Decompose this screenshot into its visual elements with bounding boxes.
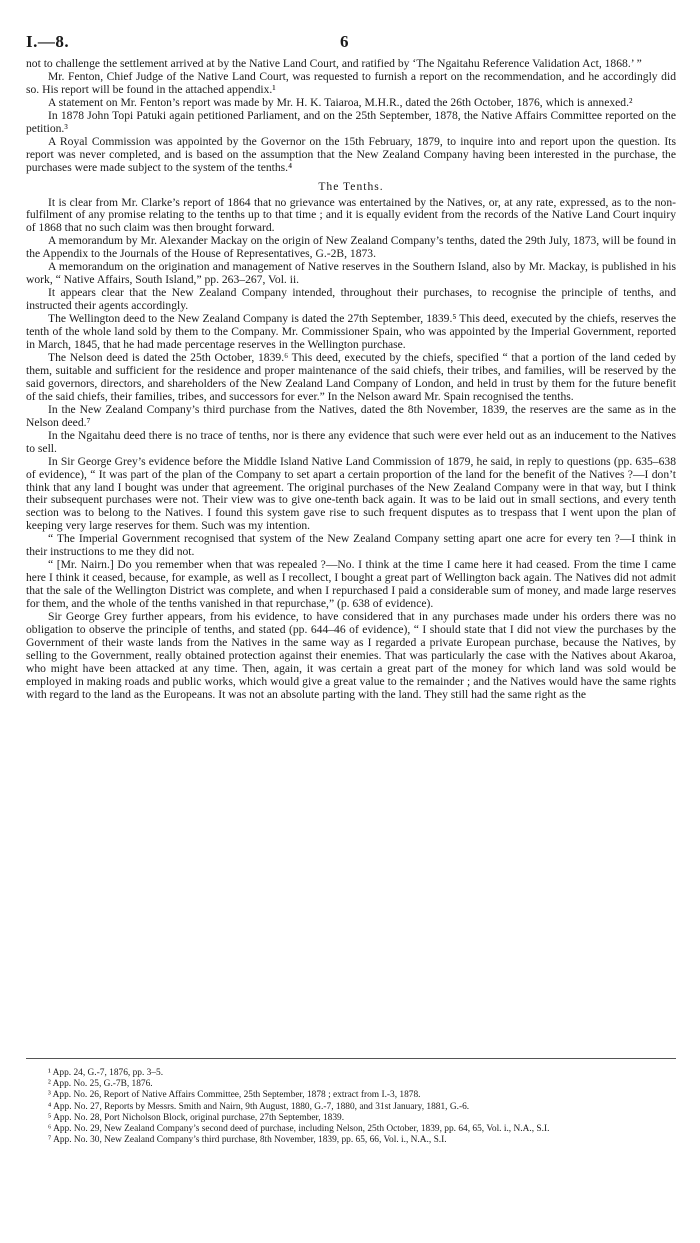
paragraph: It is clear from Mr. Clarke’s report of 1864 that no grievance was entertained by the Natives, or, at any rate, expressed, as to the non-fulfilment of any promise relating to the tenths up to that time ; and it is equally evident from the records of the Native Land Court inquiry of 1868 that no such claim was then brought forward. — [26, 195, 676, 235]
paragraph: A memorandum on the origination and management of Native reserves in the Southern Island, also by Mr. Mackay, is published in his work, “ Native Affairs, South Island,” pp. 263–267, Vol. ii. — [26, 260, 676, 287]
paragraph: In the Ngaitahu deed there is no trace of tenths, nor is there any evidence that such were ever held out as an inducement to the Natives to sell. — [26, 428, 676, 455]
paragraph: It appears clear that the New Zealand Company intended, throughout their purchases, to recognise the principle of tenths, and instructed their agents accordingly. — [26, 286, 676, 313]
paragraph: “ The Imperial Government recognised that system of the New Zealand Company setting apart one acre for every ten ?—I think in their instructions to me they did not. — [26, 532, 676, 559]
paragraph: A memorandum by Mr. Alexander Mackay on the origin of New Zealand Company’s tenths, dated the 29th July, 1873, will be found in the Appendix to the Journals of the House of Representatives, G.-2B, 1873. — [26, 234, 676, 261]
footnote: ⁶ App. No. 29, New Zealand Company’s second deed of purchase, including Nelson, 25th October, 1839, pp. 64, 65, Vol. i., N.A., S.I. — [48, 1124, 550, 1135]
body-text — [26, 58, 676, 702]
paragraph: “ [Mr. Nairn.] Do you remember when that was repealed ?—No. I think at the time I came here it had ceased. From the time I came here I think it ceased, because, for example, as well as I recollect, I bought a great part of Wellington back again. The Natives did not admit that the sale of the Wellington District was complete, and when I repurchased I paid a considerable sum of money, and made large reserves for them, and the whole of the tenths vanished in that repurchase,” (p. 638 of evidence). — [26, 558, 676, 611]
footnote: ⁴ App. No. 27, Reports by Messrs. Smith and Nairn, 9th August, 1880, G.-7, 1880, and 31st January, 1881, G.-6. — [48, 1101, 470, 1112]
paragraph: Mr. Fenton, Chief Judge of the Native Land Court, was requested to furnish a report on the recommendation, and he accordingly did so. His report will be found in the attached appendix.¹ — [26, 69, 676, 96]
paragraph: A statement on Mr. Fenton’s report was made by Mr. H. K. Taiaroa, M.H.R., dated the 26th October, 1876, which is annexed.² — [48, 95, 633, 109]
paragraph: not to challenge the settlement arrived at by the Native Land Court, and ratified by ‘The Ngaitahu Reference Validation Act, 1868.’ ” — [26, 57, 642, 70]
paragraph: Sir George Grey further appears, from his evidence, to have considered that in any purchases made under his orders there was no obligation to observe the principle of tenths, and stated (pp. 644–46 of evidence), “ I should state that I did not view the purchases by the Government of their waste lands from the Natives in the same way as I regarded a private European purchase, because the Natives, by selling to the Government, really obtained protection against their enemies. That was particularly the case with the Natives about Akaroa, who might have been attacked at any time. Then, again, it was certain a great part of the money for which land was sold would be employed in making roads and public works, which would give a great value to the remainder ; and the Natives would have the same rights with regard to the land as the Europeans. It was not an absolute parting with the land. They still had the same right as the — [26, 610, 676, 701]
footnote: ³ App. No. 26, Report of Native Affairs Committee, 25th September, 1878 ; extract from I.-3, 1878. — [48, 1090, 421, 1101]
paragraph: The Wellington deed to the New Zealand Company is dated the 27th September, 1839.⁵ This deed, executed by the chiefs, reserves the tenth of the whole land sold by them to the Company. Mr. Commissioner Spain, who was appointed by the Imperial Government, reported in March, 1845, that he had made percentage reserves in the Wellington purchase. — [26, 312, 676, 352]
paragraph: In 1878 John Topi Patuki again petitioned Parliament, and on the 25th September, 1878, the Native Affairs Committee reported on the petition.³ — [26, 108, 676, 135]
section-heading: The Tenths. — [318, 179, 384, 193]
paragraph: The Nelson deed is dated the 25th October, 1839.⁶ This deed, executed by the chiefs, specified “ that a portion of the land ceded by them, suitable and sufficient for the residence and proper maintenance of the said chiefs, their tribes, and families, will be reserved by the said governors, directors, and shareholders of the New Zealand Land Company of London, and held in trust by them for the future benefit of the said chiefs, their families, tribes, and successors for ever.” In the Nelson award Mr. Spain recognised the tenths. — [26, 350, 676, 403]
footnote: ⁷ App. No. 30, New Zealand Company’s third purchase, 8th November, 1839, pp. 65, 66, Vol. i., N.A., S.I. — [48, 1135, 447, 1146]
footnote: ² App. No. 25, G.-7B, 1876. — [48, 1079, 153, 1090]
paragraph: A Royal Commission was appointed by the Governor on the 15th February, 1879, to inquire into and report upon the question. Its report was never completed, and is based on the assumption that the New Zealand Company having been interested in the purchase, the purchases were made subject to the system of the tenths.⁴ — [26, 134, 676, 174]
paragraph: In Sir George Grey’s evidence before the Middle Island Native Land Commission of 1879, he said, in reply to questions (pp. 635–638 of evidence), “ It was part of the plan of the Company to set apart a certain proportion of the land for the benefit of the Natives ?—I don’t think that any land I bought was under that agreement. The original purchases of the New Zealand Company were in that way, but I think their subsequent purchases were not. Their view was to give one-tenth back again. It was to be laid out in small sections, and every tenth section was to belong to the Natives. I found this system gave rise to such frequent disputes as to trespass that I went upon the plan of keeping very large reserves for them. Such was my intention. — [26, 454, 676, 533]
paragraph: In the New Zealand Company’s third purchase from the Natives, dated the 8th November, 1839, the reserves are the same as in the Nelson deed.⁷ — [26, 402, 676, 429]
page-number: 6 — [340, 32, 349, 51]
footnotes — [26, 1068, 676, 1146]
footnote: ⁵ App. No. 28, Port Nicholson Block, original purchase, 27th September, 1839. — [48, 1112, 345, 1123]
footnote-divider — [26, 1058, 676, 1059]
footnote: ¹ App. 24, G.-7, 1876, pp. 3–5. — [48, 1068, 164, 1078]
document-reference: I.—8. — [26, 32, 70, 51]
